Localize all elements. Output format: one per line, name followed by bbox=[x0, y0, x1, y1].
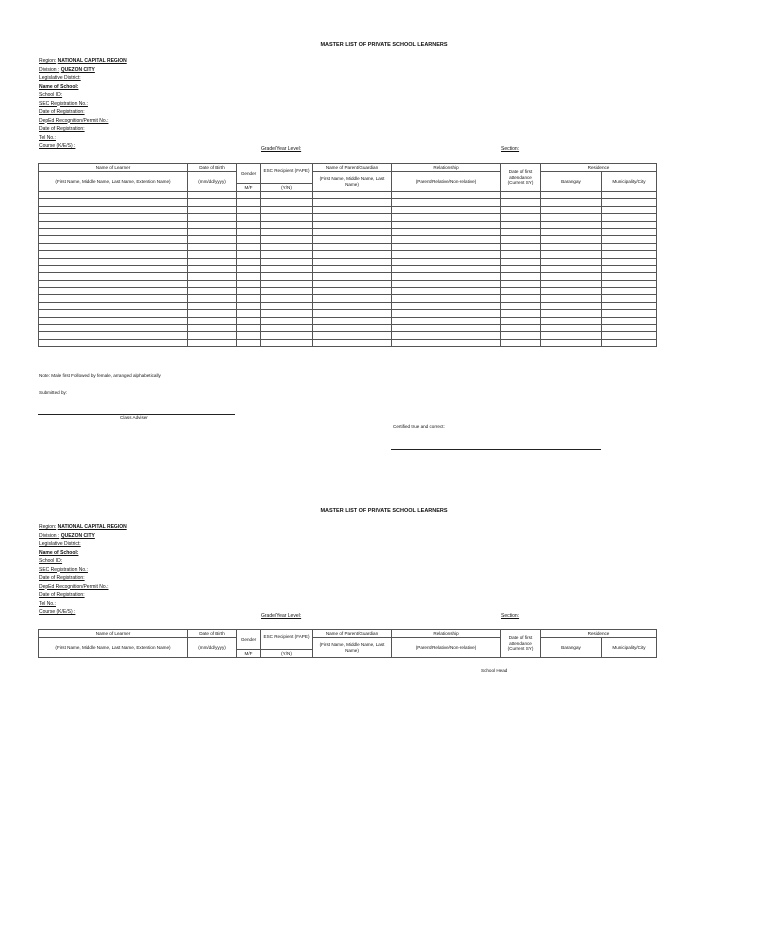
table-cell[interactable] bbox=[501, 236, 541, 243]
table-cell[interactable] bbox=[313, 325, 392, 332]
table-cell[interactable] bbox=[602, 317, 657, 324]
table-cell[interactable] bbox=[188, 221, 237, 228]
table-cell[interactable] bbox=[39, 206, 188, 213]
school-id-line: School ID: bbox=[39, 92, 63, 98]
table-cell[interactable] bbox=[261, 339, 313, 346]
sec-registration-line: SEC Registration No.: bbox=[39, 100, 88, 107]
table-cell[interactable] bbox=[501, 310, 541, 317]
table-cell[interactable] bbox=[261, 273, 313, 280]
sub-parent-format: (First Name, Middle Name, Last Name) bbox=[313, 172, 392, 192]
head-signature-line bbox=[391, 449, 601, 450]
table-cell[interactable] bbox=[237, 332, 261, 339]
table-cell[interactable] bbox=[313, 228, 392, 235]
sub-name-format-2: (First Name, Middle Name, Last Name, Extention Name) bbox=[39, 638, 188, 658]
table-cell[interactable] bbox=[261, 206, 313, 213]
col-esc-recipient: ESC Recipient (FAPE) bbox=[261, 164, 313, 184]
table-row bbox=[39, 221, 657, 228]
table-cell[interactable] bbox=[39, 251, 188, 258]
page-title: MASTER LIST OF PRIVATE SCHOOL LEARNERS bbox=[320, 42, 448, 48]
table-cell[interactable] bbox=[313, 310, 392, 317]
sec-registration-line-2: SEC Registration No.: bbox=[39, 566, 88, 573]
table-cell[interactable] bbox=[188, 214, 237, 221]
col-residence-2: Residence bbox=[541, 630, 657, 638]
table-cell[interactable] bbox=[261, 221, 313, 228]
table-cell[interactable] bbox=[541, 280, 602, 287]
table-cell[interactable] bbox=[501, 325, 541, 332]
table-cell[interactable] bbox=[188, 265, 237, 272]
class-adviser-label: Class Adviser bbox=[120, 415, 148, 420]
table-cell[interactable] bbox=[188, 332, 237, 339]
page-title-2: MASTER LIST OF PRIVATE SCHOOL LEARNERS bbox=[320, 508, 448, 514]
table-cell[interactable] bbox=[541, 214, 602, 221]
table-cell[interactable] bbox=[39, 302, 188, 309]
table-cell[interactable] bbox=[261, 199, 313, 206]
table-cell[interactable] bbox=[237, 325, 261, 332]
table-cell[interactable] bbox=[501, 258, 541, 265]
table-cell[interactable] bbox=[541, 332, 602, 339]
table-cell[interactable] bbox=[188, 258, 237, 265]
table-cell[interactable] bbox=[501, 199, 541, 206]
table-cell[interactable] bbox=[541, 273, 602, 280]
table-cell[interactable] bbox=[313, 214, 392, 221]
table-cell[interactable] bbox=[261, 295, 313, 302]
table-cell[interactable] bbox=[541, 295, 602, 302]
table-cell[interactable] bbox=[39, 236, 188, 243]
table-cell[interactable] bbox=[392, 332, 501, 339]
region-line-2: Region: NATIONAL CAPITAL REGION bbox=[39, 524, 127, 530]
table-cell[interactable] bbox=[541, 192, 602, 199]
table-cell[interactable] bbox=[39, 243, 188, 250]
table-cell[interactable] bbox=[541, 228, 602, 235]
table-cell[interactable] bbox=[392, 214, 501, 221]
sub-gender-format-2: M/F bbox=[237, 650, 261, 658]
table-cell[interactable] bbox=[541, 302, 602, 309]
table-cell[interactable] bbox=[39, 280, 188, 287]
table-cell[interactable] bbox=[237, 192, 261, 199]
table-cell[interactable] bbox=[313, 251, 392, 258]
table-cell[interactable] bbox=[39, 192, 188, 199]
table-cell[interactable] bbox=[602, 236, 657, 243]
col-date-first-attendance: Date of first attendance (Current SY) bbox=[501, 164, 541, 192]
col-date-of-birth: Date of Birth bbox=[188, 164, 237, 172]
school-name-line-2: Name of School: bbox=[39, 549, 79, 556]
table-row bbox=[39, 325, 657, 332]
date-registration-line-2: Date of Registration: bbox=[39, 126, 85, 132]
table-cell[interactable] bbox=[501, 288, 541, 295]
table-cell[interactable] bbox=[602, 258, 657, 265]
col-gender-2: Gender bbox=[237, 630, 261, 650]
table-cell[interactable] bbox=[188, 273, 237, 280]
table-cell[interactable] bbox=[188, 228, 237, 235]
table-cell[interactable] bbox=[541, 199, 602, 206]
table-cell[interactable] bbox=[188, 295, 237, 302]
table-cell[interactable] bbox=[188, 310, 237, 317]
table-cell[interactable] bbox=[392, 273, 501, 280]
deped-permit-line-2: DepEd Recognition/Permit No.: bbox=[39, 583, 109, 590]
table-cell[interactable] bbox=[313, 339, 392, 346]
table-cell[interactable] bbox=[261, 302, 313, 309]
col-municipality: Municipality/City bbox=[602, 172, 657, 192]
table-cell[interactable] bbox=[39, 214, 188, 221]
col-residence: Residence bbox=[541, 164, 657, 172]
table-cell[interactable] bbox=[237, 221, 261, 228]
table-row bbox=[39, 273, 657, 280]
table-row bbox=[39, 214, 657, 221]
table-cell[interactable] bbox=[501, 228, 541, 235]
table-cell[interactable] bbox=[313, 199, 392, 206]
table-cell[interactable] bbox=[501, 317, 541, 324]
table-cell[interactable] bbox=[392, 221, 501, 228]
table-row bbox=[39, 332, 657, 339]
grade-level-label-2: Grade/Year Level: bbox=[261, 613, 302, 619]
table-cell[interactable] bbox=[39, 265, 188, 272]
date-registration-line: Date of Registration: bbox=[39, 109, 85, 115]
table-cell[interactable] bbox=[602, 295, 657, 302]
table-row bbox=[39, 339, 657, 346]
table-cell[interactable] bbox=[39, 317, 188, 324]
division-line-2: Division : QUEZON CITY bbox=[39, 532, 95, 539]
table-cell[interactable] bbox=[237, 236, 261, 243]
table-cell[interactable] bbox=[261, 258, 313, 265]
col-barangay: Barangay bbox=[541, 172, 602, 192]
table-cell[interactable] bbox=[501, 221, 541, 228]
division-line: Division : QUEZON CITY bbox=[39, 66, 95, 73]
table-row bbox=[39, 192, 657, 199]
region-line: Region: NATIONAL CAPITAL REGION bbox=[39, 58, 127, 64]
table-row bbox=[39, 199, 657, 206]
table-cell[interactable] bbox=[313, 273, 392, 280]
table-cell[interactable] bbox=[602, 206, 657, 213]
table-cell[interactable] bbox=[261, 214, 313, 221]
note-text: Note: Male first Followed by female, arranged alphabetically bbox=[39, 373, 161, 378]
table-cell[interactable] bbox=[188, 206, 237, 213]
table-cell[interactable] bbox=[392, 243, 501, 250]
table-cell[interactable] bbox=[237, 199, 261, 206]
table-cell[interactable] bbox=[541, 243, 602, 250]
table-cell[interactable] bbox=[39, 273, 188, 280]
table-row bbox=[39, 243, 657, 250]
table-cell[interactable] bbox=[392, 325, 501, 332]
table-cell[interactable] bbox=[602, 339, 657, 346]
table-row bbox=[39, 206, 657, 213]
table-cell[interactable] bbox=[313, 221, 392, 228]
table-cell[interactable] bbox=[39, 228, 188, 235]
table-cell[interactable] bbox=[237, 288, 261, 295]
table-cell[interactable] bbox=[261, 317, 313, 324]
table-cell[interactable] bbox=[188, 280, 237, 287]
table-row bbox=[39, 295, 657, 302]
table-cell[interactable] bbox=[602, 214, 657, 221]
table-cell[interactable] bbox=[313, 192, 392, 199]
table-cell[interactable] bbox=[188, 192, 237, 199]
table-cell[interactable] bbox=[188, 243, 237, 250]
table-cell[interactable] bbox=[392, 251, 501, 258]
table-cell[interactable] bbox=[392, 310, 501, 317]
table-cell[interactable] bbox=[39, 310, 188, 317]
sub-relationship-format-2: (Parent/Relative/Non-relative) bbox=[392, 638, 501, 658]
col-name-of-learner: Name of Learner bbox=[39, 164, 188, 172]
table-cell[interactable] bbox=[39, 221, 188, 228]
date-registration-line-4: Date of Registration: bbox=[39, 592, 85, 598]
table-cell[interactable] bbox=[261, 192, 313, 199]
table-cell[interactable] bbox=[541, 258, 602, 265]
table-cell[interactable] bbox=[313, 206, 392, 213]
col-municipality-2: Municipality/City bbox=[602, 638, 657, 658]
table-row bbox=[39, 236, 657, 243]
table-cell[interactable] bbox=[501, 206, 541, 213]
sub-relationship-format: (Parent/Relative/Non-relative) bbox=[392, 172, 501, 192]
table-cell[interactable] bbox=[602, 280, 657, 287]
col-gender: Gender bbox=[237, 164, 261, 184]
table-cell[interactable] bbox=[392, 206, 501, 213]
sub-parent-format-2: (First Name, Middle Name, Last Name) bbox=[313, 638, 392, 658]
table-cell[interactable] bbox=[237, 206, 261, 213]
table-cell[interactable] bbox=[261, 265, 313, 272]
grade-level-label: Grade/Year Level: bbox=[261, 146, 302, 152]
table-cell[interactable] bbox=[392, 317, 501, 324]
table-cell[interactable] bbox=[602, 221, 657, 228]
table-cell[interactable] bbox=[261, 236, 313, 243]
col-date-first-attendance-2: Date of first attendance (Current SY) bbox=[501, 630, 541, 658]
table-cell[interactable] bbox=[313, 288, 392, 295]
table-cell[interactable] bbox=[39, 288, 188, 295]
table-row bbox=[39, 280, 657, 287]
learners-table bbox=[38, 163, 657, 347]
table-cell[interactable] bbox=[313, 317, 392, 324]
blank-rows bbox=[39, 192, 657, 347]
col-parent-guardian: Name of Parent/Guardian bbox=[313, 164, 392, 172]
table-cell[interactable] bbox=[541, 251, 602, 258]
table-cell[interactable] bbox=[237, 214, 261, 221]
table-cell[interactable] bbox=[313, 265, 392, 272]
table-cell[interactable] bbox=[39, 325, 188, 332]
table-cell[interactable] bbox=[313, 243, 392, 250]
table-cell[interactable] bbox=[188, 288, 237, 295]
table-cell[interactable] bbox=[392, 302, 501, 309]
table-cell[interactable] bbox=[237, 295, 261, 302]
legislative-line: Legislative District: bbox=[39, 75, 81, 81]
sub-date-format: (mm/dd/yyyy) bbox=[188, 172, 237, 192]
table-cell[interactable] bbox=[237, 302, 261, 309]
table-cell[interactable] bbox=[313, 295, 392, 302]
table-cell[interactable] bbox=[541, 288, 602, 295]
table-cell[interactable] bbox=[392, 236, 501, 243]
table-cell[interactable] bbox=[392, 280, 501, 287]
course-line: Course (K/E/S) : bbox=[39, 143, 76, 149]
table-cell[interactable] bbox=[261, 325, 313, 332]
table-cell[interactable] bbox=[501, 192, 541, 199]
table-cell[interactable] bbox=[602, 325, 657, 332]
table-row bbox=[39, 228, 657, 235]
table-cell[interactable] bbox=[602, 199, 657, 206]
table-cell[interactable] bbox=[261, 228, 313, 235]
table-cell[interactable] bbox=[501, 265, 541, 272]
table-cell[interactable] bbox=[313, 332, 392, 339]
tel-line-2: Tel No.: bbox=[39, 600, 56, 607]
table-cell[interactable] bbox=[541, 206, 602, 213]
section-label: Section: bbox=[501, 146, 520, 152]
table-cell[interactable] bbox=[541, 317, 602, 324]
table-row bbox=[39, 288, 657, 295]
col-relationship: Relationship bbox=[392, 164, 501, 172]
table-cell[interactable] bbox=[501, 251, 541, 258]
table-cell[interactable] bbox=[237, 258, 261, 265]
school-name-line: Name of School: bbox=[39, 83, 79, 90]
table-cell[interactable] bbox=[541, 310, 602, 317]
submitted-by-label: Submitted by: bbox=[39, 390, 68, 395]
table-cell[interactable] bbox=[39, 295, 188, 302]
table-cell[interactable] bbox=[602, 288, 657, 295]
col-barangay-2: Barangay bbox=[541, 638, 602, 658]
table-cell[interactable] bbox=[501, 339, 541, 346]
table-cell[interactable] bbox=[541, 265, 602, 272]
table-row bbox=[39, 317, 657, 324]
table-cell[interactable] bbox=[602, 310, 657, 317]
table-cell[interactable] bbox=[39, 258, 188, 265]
table-cell[interactable] bbox=[261, 243, 313, 250]
sub-name-format: (First Name, Middle Name, Last Name, Extention Name) bbox=[39, 172, 188, 192]
table-cell[interactable] bbox=[188, 236, 237, 243]
table-cell[interactable] bbox=[602, 302, 657, 309]
table-cell[interactable] bbox=[313, 258, 392, 265]
table-cell[interactable] bbox=[392, 288, 501, 295]
table-cell[interactable] bbox=[188, 339, 237, 346]
table-cell[interactable] bbox=[392, 199, 501, 206]
table-cell[interactable] bbox=[501, 214, 541, 221]
table-cell[interactable] bbox=[392, 295, 501, 302]
sub-gender-format: M/F bbox=[237, 184, 261, 192]
table-cell[interactable] bbox=[188, 251, 237, 258]
col-relationship-2: Relationship bbox=[392, 630, 501, 638]
table-cell[interactable] bbox=[237, 280, 261, 287]
table-cell[interactable] bbox=[392, 258, 501, 265]
table-cell[interactable] bbox=[602, 332, 657, 339]
table-cell[interactable] bbox=[602, 265, 657, 272]
table-cell[interactable] bbox=[237, 243, 261, 250]
col-parent-guardian-2: Name of Parent/Guardian bbox=[313, 630, 392, 638]
sub-esc-format: (Y/N) bbox=[261, 184, 313, 192]
table-row bbox=[39, 265, 657, 272]
table-cell[interactable] bbox=[501, 295, 541, 302]
table-cell[interactable] bbox=[313, 302, 392, 309]
certified-label: Certified true and correct: bbox=[393, 424, 445, 429]
table-cell[interactable] bbox=[541, 325, 602, 332]
table-cell[interactable] bbox=[602, 251, 657, 258]
tel-line: Tel No.: bbox=[39, 134, 56, 141]
table-cell[interactable] bbox=[237, 317, 261, 324]
school-info-block bbox=[39, 57, 127, 151]
table-cell[interactable] bbox=[261, 288, 313, 295]
table-cell[interactable] bbox=[237, 251, 261, 258]
table-cell[interactable] bbox=[237, 273, 261, 280]
table-cell[interactable] bbox=[602, 243, 657, 250]
table-cell[interactable] bbox=[501, 273, 541, 280]
table-cell[interactable] bbox=[237, 339, 261, 346]
table-cell[interactable] bbox=[188, 325, 237, 332]
legislative-line-2: Legislative District: bbox=[39, 541, 81, 547]
table-row bbox=[39, 310, 657, 317]
table-cell[interactable] bbox=[261, 280, 313, 287]
table-cell[interactable] bbox=[501, 332, 541, 339]
school-info-block-2 bbox=[39, 523, 127, 617]
table-cell[interactable] bbox=[237, 228, 261, 235]
table-cell[interactable] bbox=[39, 332, 188, 339]
table-cell[interactable] bbox=[501, 243, 541, 250]
table-cell[interactable] bbox=[313, 280, 392, 287]
table-cell[interactable] bbox=[541, 236, 602, 243]
table-cell[interactable] bbox=[501, 302, 541, 309]
table-cell[interactable] bbox=[541, 339, 602, 346]
table-row bbox=[39, 302, 657, 309]
table-cell[interactable] bbox=[237, 310, 261, 317]
table-cell[interactable] bbox=[261, 251, 313, 258]
table-cell[interactable] bbox=[188, 302, 237, 309]
deped-permit-line: DepEd Recognition/Permit No.: bbox=[39, 117, 109, 124]
sub-esc-format-2: (Y/N) bbox=[261, 650, 313, 658]
table-cell[interactable] bbox=[313, 236, 392, 243]
table-cell[interactable] bbox=[39, 339, 188, 346]
table-row bbox=[39, 251, 657, 258]
table-cell[interactable] bbox=[392, 228, 501, 235]
school-id-line-2: School ID: bbox=[39, 558, 63, 564]
table-cell[interactable] bbox=[501, 280, 541, 287]
learners-table-2 bbox=[38, 629, 657, 658]
table-cell[interactable] bbox=[602, 192, 657, 199]
table-row bbox=[39, 258, 657, 265]
table-cell[interactable] bbox=[188, 317, 237, 324]
table-cell[interactable] bbox=[392, 339, 501, 346]
table-cell[interactable] bbox=[261, 332, 313, 339]
table-cell[interactable] bbox=[602, 228, 657, 235]
table-cell[interactable] bbox=[392, 265, 501, 272]
table-cell[interactable] bbox=[237, 265, 261, 272]
date-registration-line-3: Date of Registration: bbox=[39, 575, 85, 581]
school-head-label: School Head bbox=[481, 668, 508, 673]
table-cell[interactable] bbox=[392, 192, 501, 199]
table-cell[interactable] bbox=[602, 273, 657, 280]
table-cell[interactable] bbox=[39, 199, 188, 206]
course-line-2: Course (K/E/S) : bbox=[39, 609, 76, 615]
table-cell[interactable] bbox=[541, 221, 602, 228]
table-cell[interactable] bbox=[188, 199, 237, 206]
sub-date-format-2: (mm/dd/yyyy) bbox=[188, 638, 237, 658]
col-date-of-birth-2: Date of Birth bbox=[188, 630, 237, 638]
section-label-2: Section: bbox=[501, 613, 520, 619]
col-name-of-learner-2: Name of Learner bbox=[39, 630, 188, 638]
col-esc-recipient-2: ESC Recipient (FAPE) bbox=[261, 630, 313, 650]
table-cell[interactable] bbox=[261, 310, 313, 317]
